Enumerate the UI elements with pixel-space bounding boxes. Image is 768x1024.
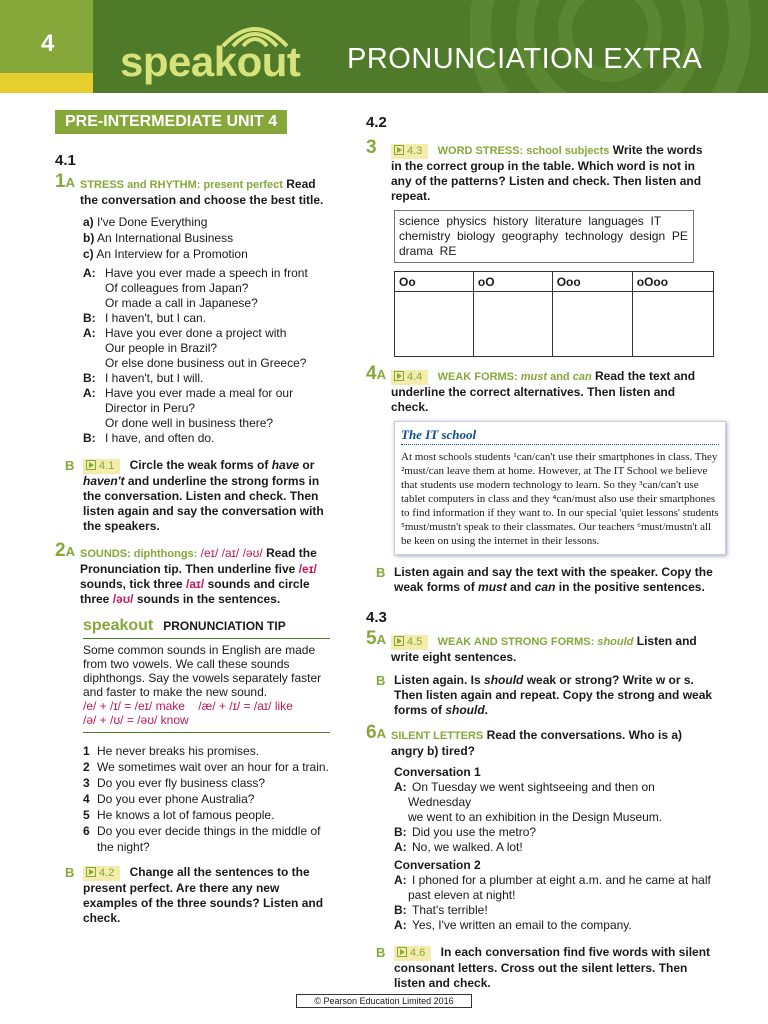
exercise-letter: B — [65, 458, 75, 473]
exercise-letter: B — [65, 865, 75, 880]
dialogue-line: A: Yes, I've written an email to the company. — [394, 918, 632, 932]
exercise-instruction: Read the text and underline the correct alternatives. Then listen and check. — [391, 369, 696, 414]
conversation-1 — [394, 765, 714, 933]
exercise-number: 5A — [366, 628, 386, 649]
exercise-instruction: Change all the sentences to the present perfect. Are there any new examples of the three sounds? Listen and check. — [83, 865, 324, 925]
exercise-6a — [366, 722, 714, 759]
exercise-instruction: Read the conversations. Who is a) angry b) tired? — [391, 728, 682, 758]
exercise-number: 2A — [55, 540, 75, 561]
dialogue-line: Of colleagues from Japan? — [105, 281, 249, 295]
play-icon — [86, 460, 96, 470]
exercise-instruction: Write the words in the correct group in the table. Which word is not in any of the patterns? Listen and check. Then listen and repeat. — [391, 143, 703, 203]
tip-example-line: /e/ + /ɪ/ = /eɪ/ make /æ/ + /ɪ/ = /aɪ/ like — [83, 699, 293, 713]
table-header: Ooo — [552, 272, 632, 292]
sound-waves-icon — [215, 18, 295, 48]
dialogue-line: Or else done business out in Greece? — [105, 356, 307, 370]
exercise-4a — [366, 363, 714, 415]
exercise-instruction: Listen again. Is should weak or strong? Write w or s. Then listen again and repeat. Copy the strong and weak forms of should. — [394, 673, 713, 717]
dialogue-line: B: I haven't, but I will. — [83, 371, 204, 385]
exercise-1b — [55, 458, 330, 534]
dialogue-line: we went to an exhibition in the Design Museum. — [408, 810, 663, 824]
exercise-number: 4A — [366, 363, 386, 384]
title-options — [83, 214, 330, 262]
option-c: c) An Interview for a Promotion — [83, 247, 248, 261]
left-column — [55, 110, 330, 932]
exercise-instruction: Listen again and say the text with the speaker. Copy the weak forms of must and can in the positive sentences. — [394, 565, 713, 594]
stress-pattern-table — [394, 271, 714, 357]
exercise-keyword: STRESS and RHYTHM: present perfect — [80, 179, 283, 191]
header-accent-strip — [0, 73, 93, 93]
unit-number: 4 — [41, 30, 55, 57]
exercise-keyword: WORD STRESS: school subjects — [437, 145, 610, 157]
exercise-keyword: SOUNDS: diphthongs: — [80, 548, 198, 560]
option-b: b) An International Business — [83, 231, 234, 245]
sentence-list — [83, 743, 330, 855]
list-item: 1 He never breaks his promises. — [83, 744, 260, 758]
conversation-title: Conversation 1 — [394, 765, 481, 779]
dialogue-line: A: On Tuesday we went sightseeing and then on Wednesday — [394, 780, 655, 809]
option-a: a) I've Done Everything — [83, 215, 208, 229]
exercise-letter: B — [376, 945, 386, 960]
list-item: 4 Do you ever phone Australia? — [83, 792, 255, 806]
audio-track-badge[interactable]: 4.4 — [391, 370, 428, 385]
exercise-4b — [366, 565, 714, 595]
list-item: 3 Do you ever fly business class? — [83, 776, 266, 790]
conversation-title: Conversation 2 — [394, 858, 481, 872]
speakout-logo: speakout — [120, 38, 300, 86]
exercise-letter: B — [376, 673, 386, 688]
section-4-2: 4.2 — [366, 114, 387, 131]
list-item: 2 We sometimes wait over an hour for a train. — [83, 760, 329, 774]
exercise-keyword: WEAK AND STRONG FORMS: should — [437, 636, 634, 648]
dialogue-line: A: No, we walked. A lot! — [394, 840, 523, 854]
audio-track-badge[interactable]: 4.3 — [391, 144, 428, 159]
exercise-1a — [55, 171, 330, 208]
page-header — [0, 0, 768, 93]
play-icon — [394, 145, 404, 155]
tip-header — [83, 617, 330, 639]
play-icon — [86, 867, 96, 877]
word-box: science physics history literature languages IT chemistry biology geography technology design PE drama RE — [394, 210, 694, 263]
exercise-number: 6A — [366, 722, 386, 743]
list-item: 6 Do you ever decide things in the middle of the night? — [83, 824, 321, 854]
table-cell[interactable] — [473, 292, 552, 357]
audio-track-badge[interactable]: 4.5 — [391, 635, 428, 650]
play-icon — [394, 371, 404, 381]
table-header-row — [395, 272, 714, 292]
dialogue-line: Our people in Brazil? — [105, 341, 218, 355]
play-icon — [394, 636, 404, 646]
reading-text-box — [394, 421, 726, 555]
tip-example-line: /ə/ + /ʊ/ = /əʊ/ know — [83, 713, 189, 727]
header-title: PRONUNCIATION EXTRA — [347, 43, 703, 75]
exercise-letter: B — [376, 565, 386, 580]
section-4-1: 4.1 — [55, 152, 76, 169]
exercise-keyword: SILENT LETTERS — [391, 730, 484, 742]
table-cell[interactable] — [395, 292, 474, 357]
exercise-number: 3 — [366, 137, 377, 158]
exercise-2b — [55, 865, 330, 926]
exercise-5a — [366, 628, 714, 665]
exercise-keyword: WEAK FORMS: must and can — [437, 371, 592, 383]
exercise-5b — [366, 673, 714, 718]
copyright-footer: © Pearson Education Limited 2016 — [296, 994, 472, 1008]
exercise-instruction: In each conversation find five words with silent consonant letters. Cross out the silent letters. Then listen and check. — [394, 945, 711, 990]
phoneme-list: /eɪ/ /aɪ/ /əʊ/ — [200, 546, 263, 560]
list-item: 5 He knows a lot of famous people. — [83, 808, 275, 822]
tip-examples — [83, 699, 330, 733]
unit-banner: PRE-INTERMEDIATE UNIT 4 — [55, 110, 287, 134]
right-column — [366, 110, 719, 997]
conversation — [83, 266, 330, 446]
exercise-6b — [366, 945, 714, 991]
dialogue-line: Or done well in business there? — [105, 416, 274, 430]
exercise-instruction: Circle the weak forms of have or haven't and underline the strong forms in the conversation. Listen and check. Then listen again and say the conversation with the speakers. — [83, 458, 324, 533]
section-4-3: 4.3 — [366, 609, 387, 626]
dialogue-line: A: Have you ever made a meal for our — [83, 386, 294, 400]
exercise-3 — [366, 137, 714, 204]
play-icon — [397, 947, 407, 957]
unit-number-box — [0, 0, 93, 73]
exercise-instruction: Listen and write eight sentences. — [391, 634, 697, 664]
audio-track-badge[interactable]: 4.2 — [83, 866, 120, 881]
table-header: oOoo — [632, 272, 713, 292]
dialogue-line: A: Have you ever made a speech in front — [83, 266, 308, 280]
exercise-instruction: Read the conversation and choose the best title. — [80, 177, 324, 207]
table-cell[interactable] — [552, 292, 632, 357]
table-header: oO — [473, 272, 552, 292]
exercise-2a — [55, 540, 330, 607]
reading-title: The IT school — [401, 428, 719, 445]
pronunciation-tip-box — [83, 617, 330, 733]
dialogue-line: A: Have you ever done a project with — [83, 326, 287, 340]
dialogue-line: A: I phoned for a plumber at eight a.m. and he came at half — [394, 873, 711, 887]
tip-title: PRONUNCIATION TIP — [163, 619, 286, 633]
dialogue-line: B: I have, and often do. — [83, 431, 215, 445]
tip-body: Some common sounds in English are made from two vowels. We call these sounds diphthongs. Say the vowels separately faster and faster to make the new sound. — [83, 643, 322, 699]
dialogue-line: B: That's terrible! — [394, 903, 488, 917]
table-header: Oo — [395, 272, 474, 292]
tip-logo: speakout — [83, 617, 154, 634]
exercise-instruction: Read the Pronunciation tip. Then underline five /eɪ/ sounds, tick three /aɪ/ sounds and circle three /əʊ/ sounds in the sentences. — [80, 546, 317, 606]
dialogue-line: past eleven at night! — [408, 888, 516, 902]
reading-body: At most schools students ¹can/can't use their smartphones in class. They ²must/can leave them at home. However, at The IT School we believe that students use modern technology to learn. So they ³can/can't use tablet computers in class and they ⁴can/must also use their smartphones to find information if they want to. In our special 'quiet lessons' students ⁵must/mustn't speak to their classmates. Our teachers ⁶must/mustn't all be keen on using the internet in their lessons. — [401, 451, 719, 547]
audio-track-badge[interactable]: 4.1 — [83, 459, 120, 474]
table-row — [395, 292, 714, 357]
dialogue-line: Director in Peru? — [105, 401, 196, 415]
table-cell[interactable] — [632, 292, 713, 357]
dialogue-line: Or made a call in Japanese? — [105, 296, 258, 310]
audio-track-badge[interactable]: 4.6 — [394, 946, 431, 961]
dialogue-line: B: Did you use the metro? — [394, 825, 537, 839]
dialogue-line: B: I haven't, but I can. — [83, 311, 207, 325]
exercise-number: 1A — [55, 171, 75, 192]
